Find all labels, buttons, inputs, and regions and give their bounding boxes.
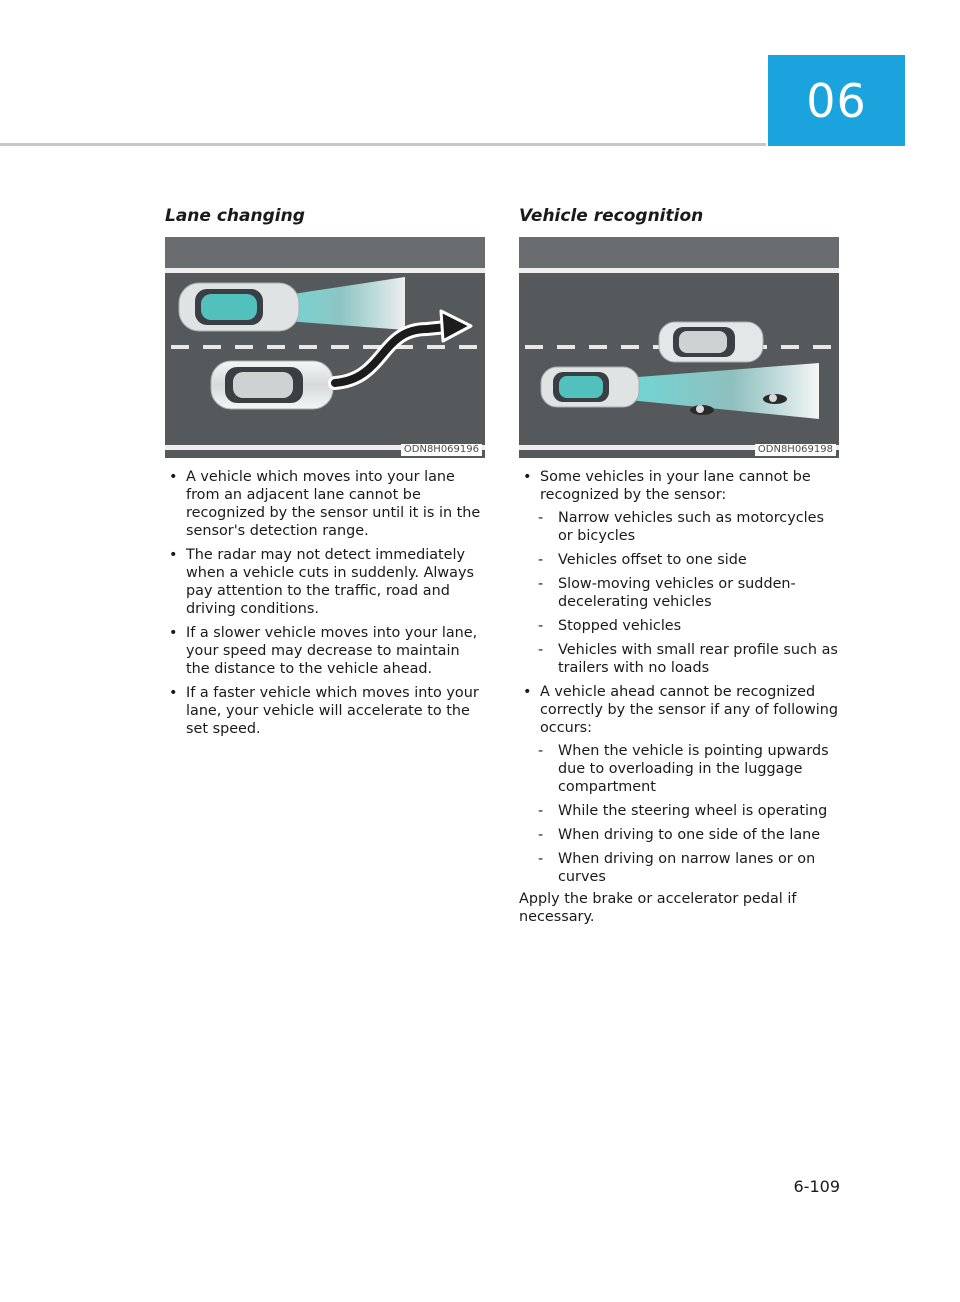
right-column [519, 206, 841, 926]
vehicle-recognition-illustration [519, 237, 839, 458]
sub-item [519, 575, 841, 611]
lane-changing-illustration [165, 237, 485, 458]
dash-icon: - [538, 743, 544, 759]
dash-icon: - [538, 576, 544, 592]
section-title-vehicle-recognition: Vehicle recognition [519, 206, 704, 226]
lane-changing-bullets [165, 468, 487, 738]
dash-icon: - [538, 618, 544, 634]
sub-text: Vehicles offset to one side [558, 552, 747, 568]
adjacent-car [659, 322, 763, 362]
sub-item [519, 802, 841, 820]
bullet-icon: • [169, 625, 178, 641]
sub-text: When the vehicle is pointing upwards due to overloading in the luggage compartment [558, 743, 829, 795]
dash-icon: - [538, 827, 544, 843]
list-item [519, 468, 841, 677]
sub-item [519, 551, 841, 569]
list-item [165, 624, 487, 678]
road-shoulder [165, 237, 485, 269]
bullet-text: If a slower vehicle moves into your lane, your speed may decrease to maintain the distance to the vehicle ahead. [186, 625, 478, 677]
lane-edge-line [165, 268, 485, 273]
sub-list [540, 742, 841, 886]
ego-car [541, 367, 639, 407]
bullet-icon: • [169, 685, 178, 701]
road-shoulder [519, 237, 839, 269]
dash-icon: - [538, 510, 544, 526]
sub-item [519, 617, 841, 635]
list-item [165, 684, 487, 738]
cut-in-car [211, 361, 333, 409]
sub-text: When driving to one side of the lane [558, 827, 821, 843]
figure-code: ODN8H069198 [755, 444, 836, 456]
motorcycle-icon [763, 394, 787, 404]
sub-item [519, 641, 841, 677]
section-title-lane-changing: Lane changing [165, 206, 305, 226]
bullet-text: A vehicle ahead cannot be recognized correctly by the sensor if any of following occurs: [540, 684, 838, 736]
sub-list [540, 509, 841, 677]
ego-car-top [179, 283, 299, 331]
lane-edge-line [519, 268, 839, 273]
sub-item [519, 742, 841, 796]
vehicle-recognition-bullets [519, 468, 841, 886]
dash-icon: - [538, 552, 544, 568]
sub-item [519, 826, 841, 844]
dash-icon: - [538, 803, 544, 819]
lane-changing-drawing [165, 237, 485, 458]
left-column [165, 206, 487, 744]
bullet-icon: • [169, 469, 178, 485]
sub-item [519, 850, 841, 886]
closing-note: Apply the brake or accelerator pedal if necessary. [519, 891, 797, 925]
chapter-tab [768, 55, 905, 146]
list-item [519, 683, 841, 886]
figure-code: ODN8H069196 [401, 444, 482, 456]
header-rule [0, 143, 766, 146]
sub-text: Vehicles with small rear profile such as trailers with no loads [558, 642, 838, 676]
motorcycle-icon [690, 405, 714, 415]
sub-text: When driving on narrow lanes or on curves [558, 851, 816, 885]
sub-text: Stopped vehicles [558, 618, 682, 634]
sub-item [519, 509, 841, 545]
bullet-text: A vehicle which moves into your lane from an adjacent lane cannot be recognized by the sensor until it is in the sensor's detection range. [186, 469, 481, 539]
bullet-icon: • [523, 684, 532, 700]
sub-text: Slow-moving vehicles or sudden-decelerating vehicles [558, 576, 796, 610]
list-item [165, 546, 487, 618]
page-number: 6-109 [793, 1177, 840, 1196]
sub-text: Narrow vehicles such as motorcycles or bicycles [558, 510, 824, 544]
bullet-text: The radar may not detect immediately when a vehicle cuts in suddenly. Always pay attention to the traffic, road and driving conditions. [186, 547, 475, 617]
dash-icon: - [538, 851, 544, 867]
bullet-text: Some vehicles in your lane cannot be recognized by the sensor: [540, 469, 811, 503]
bullet-text: If a faster vehicle which moves into your lane, your vehicle will accelerate to the set speed. [186, 685, 479, 737]
chapter-number: 06 [806, 73, 867, 128]
bullet-icon: • [169, 547, 178, 563]
dash-icon: - [538, 642, 544, 658]
list-item [165, 468, 487, 540]
sub-text: While the steering wheel is operating [558, 803, 828, 819]
vehicle-recognition-drawing [519, 237, 839, 458]
bullet-icon: • [523, 469, 532, 485]
